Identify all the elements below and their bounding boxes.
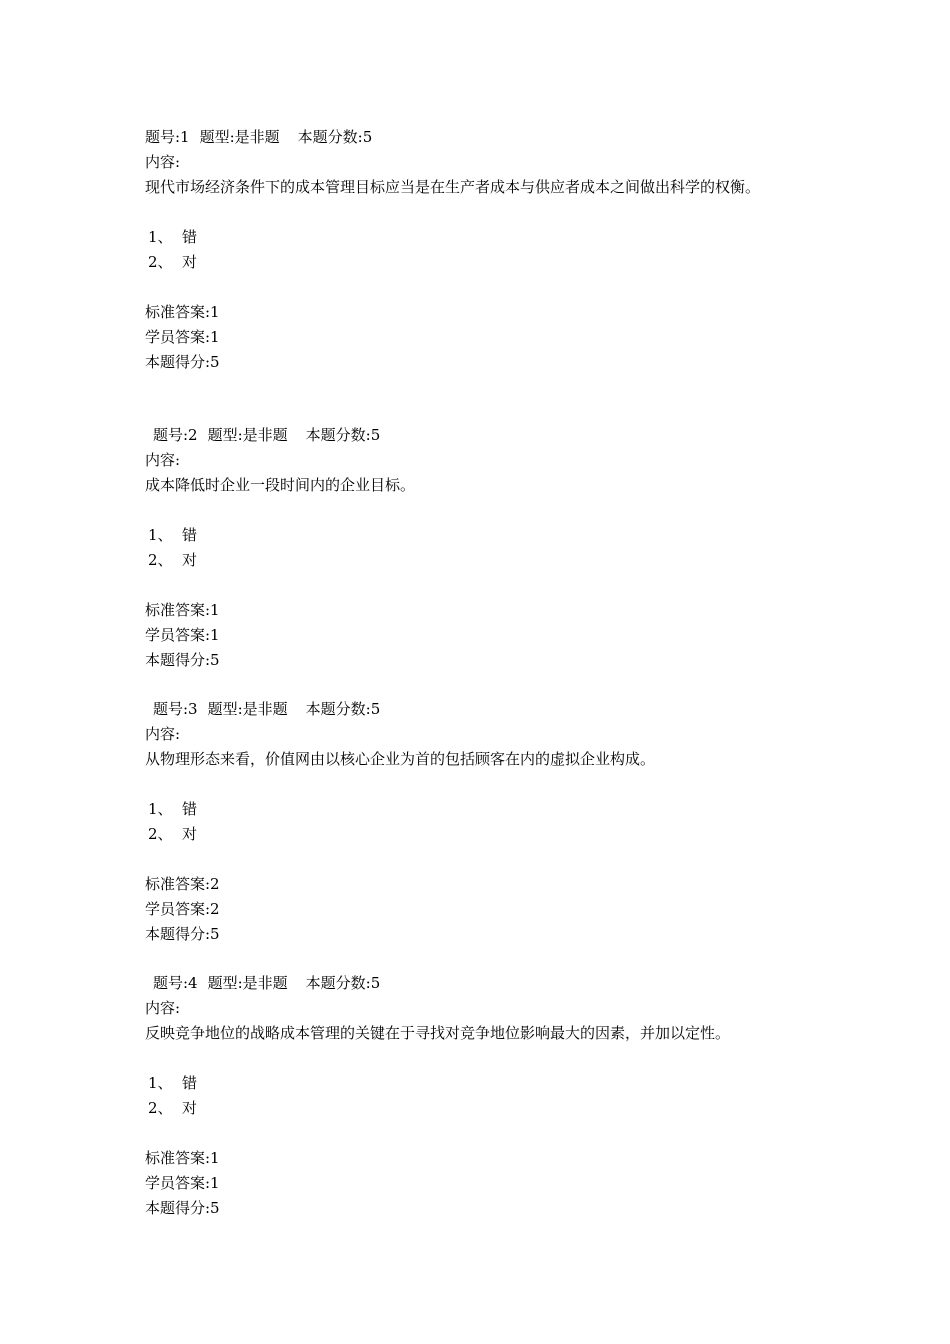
content-label: 内容: [145,153,181,171]
option-number: 2、 [148,825,173,843]
option-text: 对 [182,1099,198,1117]
question-block [145,423,815,673]
question-block [145,697,815,947]
question-content: 成本降低时企业一段时间内的企业目标。 [145,476,416,494]
option-item [145,548,815,573]
student-answer: 学员答案:1 [145,1174,220,1192]
earned-score: 本题得分:5 [145,353,220,371]
option-text: 错 [182,1074,198,1092]
option-item [145,1096,815,1121]
question-number: 题号:3 [153,700,198,718]
option-number: 1、 [148,526,173,544]
standard-answer: 标准答案:1 [145,1149,220,1167]
option-text: 错 [182,800,198,818]
question-block [145,971,815,1221]
question-block [145,125,815,375]
option-text: 对 [182,253,198,271]
student-answer: 学员答案:1 [145,626,220,644]
option-item [145,822,815,847]
content-label: 内容: [145,725,181,743]
question-type: 题型:是非题 [207,426,288,444]
question-number: 题号:4 [153,974,198,992]
option-text: 错 [182,526,198,544]
option-number: 1、 [148,228,173,246]
question-type: 题型:是非题 [199,128,280,146]
option-text: 错 [182,228,198,246]
earned-score: 本题得分:5 [145,651,220,669]
student-answer: 学员答案:2 [145,900,220,918]
earned-score: 本题得分:5 [145,1199,220,1217]
option-text: 对 [182,825,198,843]
option-number: 2、 [148,253,173,271]
option-number: 2、 [148,551,173,569]
option-number: 2、 [148,1099,173,1117]
standard-answer: 标准答案:1 [145,601,220,619]
option-item [145,1071,815,1096]
earned-score: 本题得分:5 [145,925,220,943]
question-header [145,971,815,996]
content-label: 内容: [145,999,181,1017]
option-number: 1、 [148,1074,173,1092]
question-score: 本题分数:5 [297,128,373,146]
question-type: 题型:是非题 [207,974,288,992]
question-number: 题号:1 [145,128,190,146]
option-item [145,797,815,822]
content-label: 内容: [145,451,181,469]
option-number: 1、 [148,800,173,818]
question-score: 本题分数:5 [305,426,381,444]
question-content: 反映竞争地位的战略成本管理的关键在于寻找对竞争地位影响最大的因素，并加以定性。 [145,1024,731,1042]
option-item [145,225,815,250]
option-item [145,523,815,548]
question-score: 本题分数:5 [305,974,381,992]
question-header [145,423,815,448]
question-number: 题号:2 [153,426,198,444]
question-type: 题型:是非题 [207,700,288,718]
question-content: 现代市场经济条件下的成本管理目标应当是在生产者成本与供应者成本之间做出科学的权衡。 [145,178,761,196]
question-header [145,697,815,722]
standard-answer: 标准答案:2 [145,875,220,893]
option-text: 对 [182,551,198,569]
question-content: 从物理形态来看，价值网由以核心企业为首的包括顾客在内的虚拟企业构成。 [145,750,656,768]
standard-answer: 标准答案:1 [145,303,220,321]
question-header [145,125,815,150]
student-answer: 学员答案:1 [145,328,220,346]
question-score: 本题分数:5 [305,700,381,718]
option-item [145,250,815,275]
